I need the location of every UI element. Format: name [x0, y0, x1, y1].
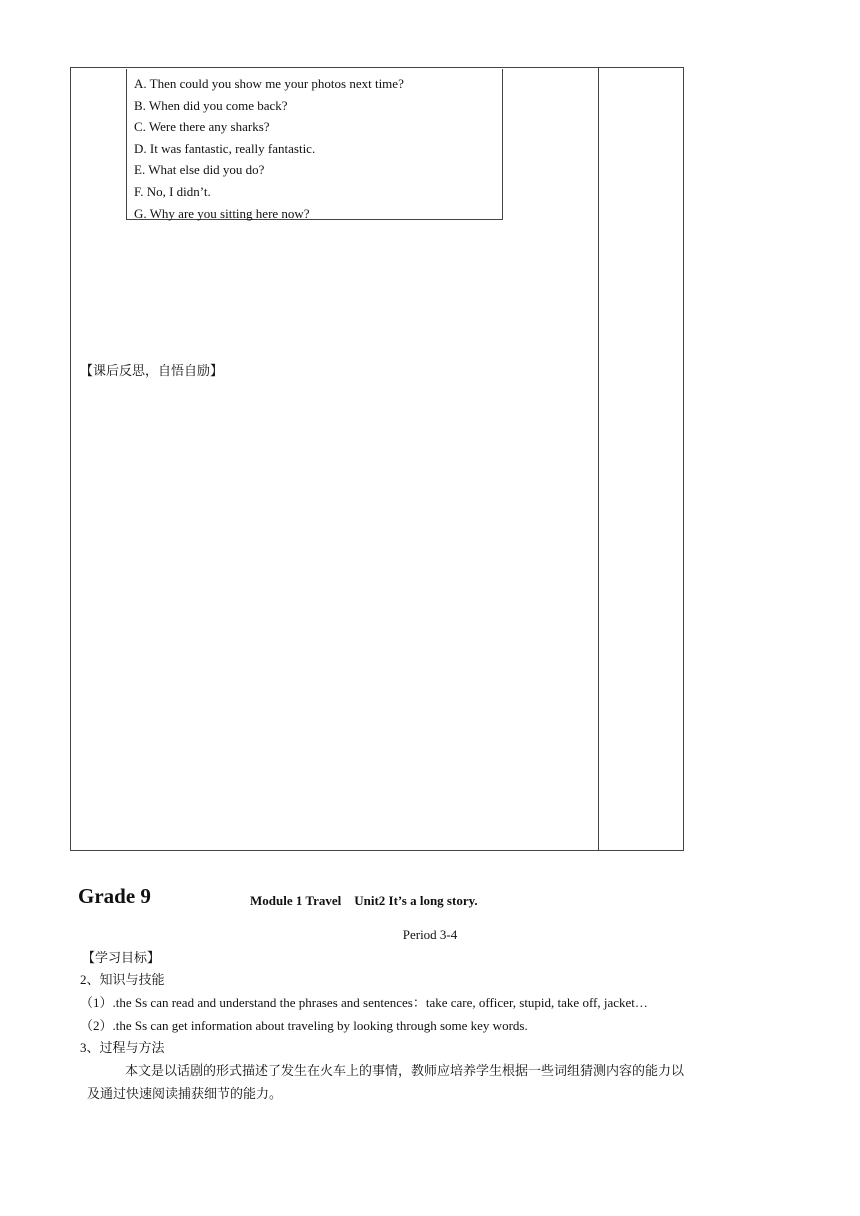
objective-item-2: （2）.the Ss can get information about traveling by looking through some key words. — [80, 1018, 528, 1033]
option-f: F. No, I didn’t. — [134, 183, 211, 199]
method-paragraph-line-1: 本文是以话剧的形式描述了发生在火车上的事情，教师应培养学生根据一些词组猜测内容的能力以 — [125, 1064, 685, 1079]
period-label: Period 3-4 — [402, 927, 458, 942]
dialogue-options-box — [126, 69, 503, 220]
objectives-heading: 【学习目标】 — [82, 951, 161, 966]
table-column-divider — [598, 68, 599, 850]
reflection-heading: 【课后反思，自悟自励】 — [80, 364, 224, 379]
worksheet-table — [70, 67, 684, 851]
option-c: C. Were there any sharks? — [134, 119, 270, 135]
option-g: G. Why are you sitting here now? — [134, 205, 310, 221]
section-3-heading: 3、过程与方法 — [80, 1040, 165, 1055]
option-a: A. Then could you show me your photos next time? — [134, 76, 404, 91]
document-subtitle: Module 1 Travel Unit2 It’s a long story. — [250, 893, 478, 908]
section-2-heading: 2、知识与技能 — [80, 972, 165, 987]
option-d: D. It was fantastic, really fantastic. — [134, 140, 316, 156]
objective-item-1: （1）.the Ss can read and understand the phrases and sentences：take care, officer, stupid, take off, jacket… — [80, 995, 648, 1010]
method-paragraph-line-2: 及通过快速阅读捕获细节的能力。 — [87, 1087, 283, 1102]
option-b: B. When did you come back? — [134, 97, 288, 113]
document-title: Grade 9 — [78, 884, 151, 908]
option-e: E. What else did you do? — [134, 162, 265, 178]
